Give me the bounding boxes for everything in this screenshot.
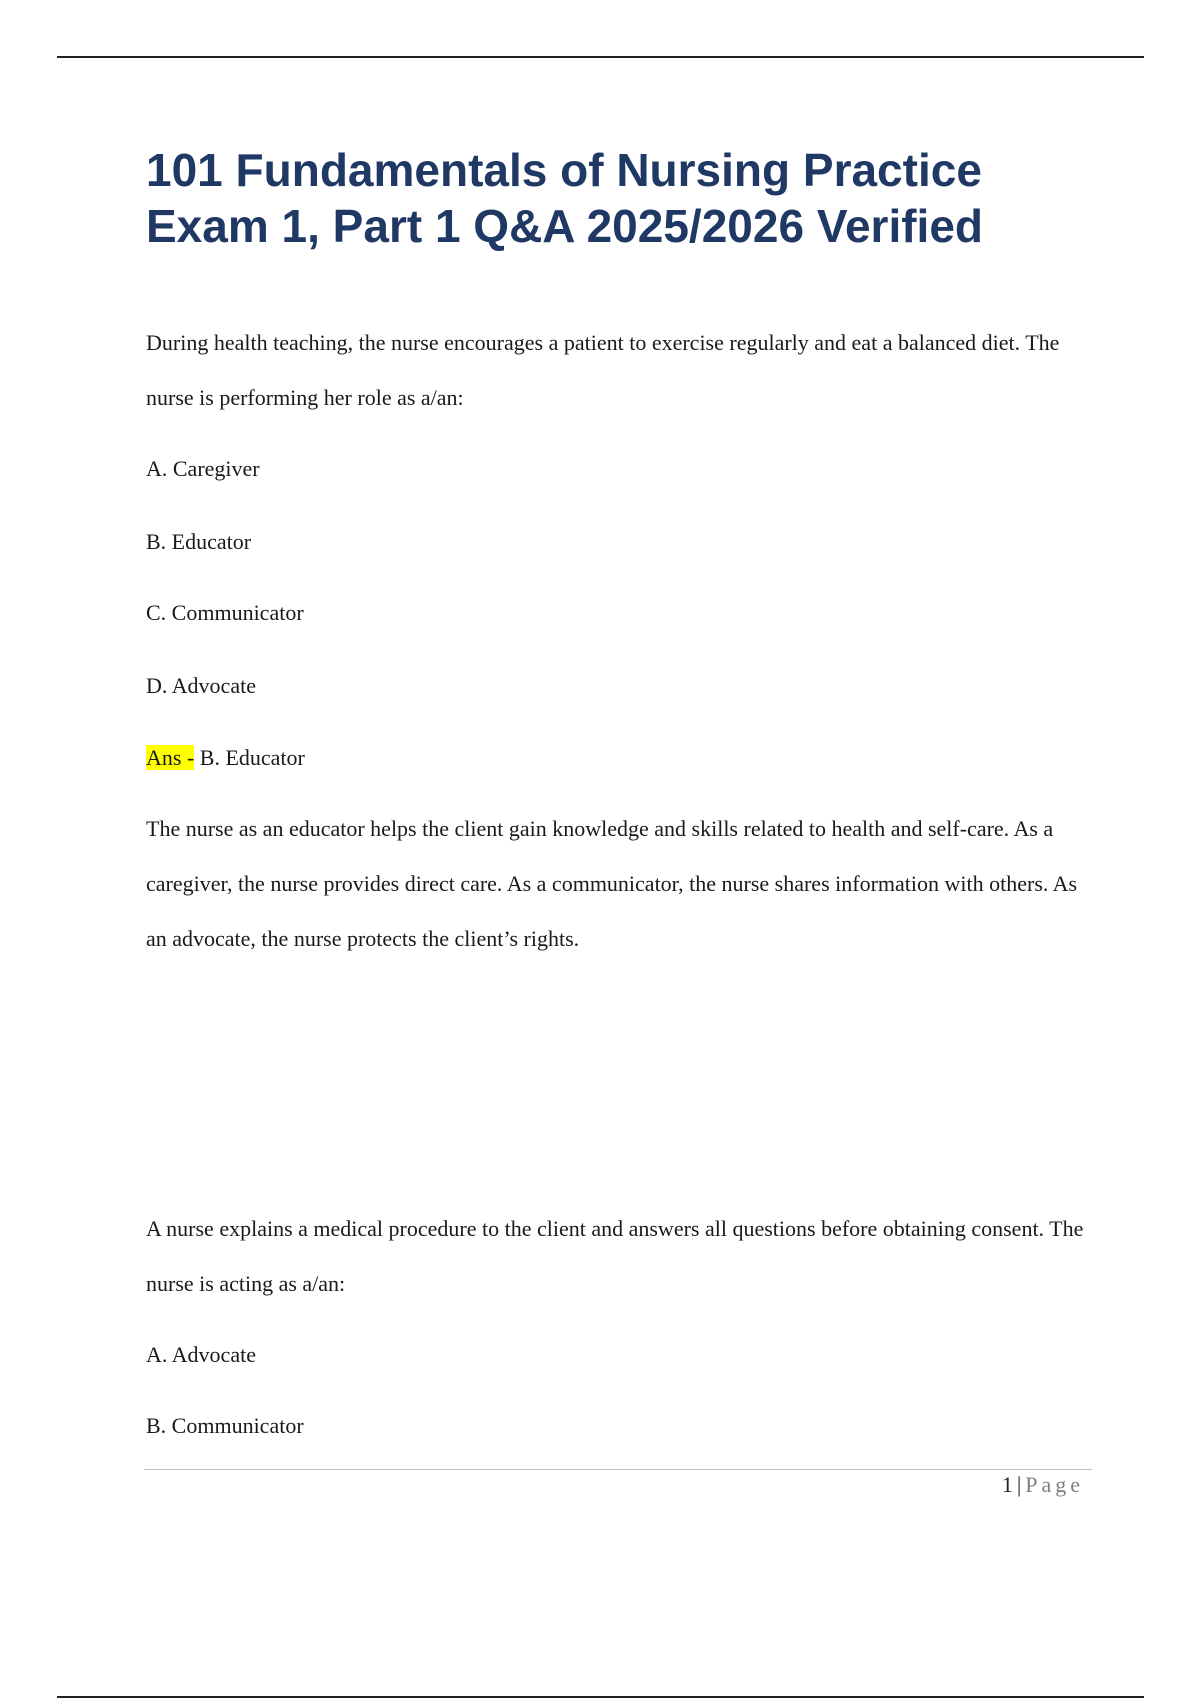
question-1-option-d: D. Advocate	[146, 673, 256, 698]
top-rule	[57, 56, 1144, 58]
question-2-stem: A nurse explains a medical procedure to the client and answers all questions before obtaining consent. The nurse is acting as a/an:	[146, 1216, 1084, 1296]
page-separator: |	[1016, 1472, 1022, 1497]
question-1-option-b: B. Educator	[146, 529, 252, 554]
footer-rule	[144, 1469, 1092, 1470]
question-1-option-c: C. Communicator	[146, 600, 304, 625]
document-title: 101 Fundamentals of Nursing Practice Exam 1, Part 1 Q&A 2025/2026 Verified	[146, 144, 984, 252]
question-1-rationale: The nurse as an educator helps the client gain knowledge and skills related to health and self-care. As a caregiver, the nurse provides direct care. As a communicator, the nurse shares information with others. As an advocate, the nurse protects the client’s rights.	[146, 816, 1078, 951]
answer-label-highlight: Ans -	[146, 745, 195, 770]
page-footer	[1002, 1470, 1084, 1500]
question-1-stem: During health teaching, the nurse encourages a patient to exercise regularly and eat a balanced diet. The nurse is performing her role as a/an:	[146, 330, 1060, 410]
question-2-option-b: B. Communicator	[146, 1413, 304, 1438]
page-number: 1	[1001, 1472, 1013, 1497]
bottom-rule	[57, 1696, 1144, 1698]
question-1-answer	[146, 743, 305, 773]
page-label: Page	[1025, 1472, 1084, 1497]
question-2-option-a: A. Advocate	[146, 1342, 256, 1367]
question-1-option-a: A. Caregiver	[146, 456, 260, 481]
answer-text: B. Educator	[199, 745, 305, 770]
